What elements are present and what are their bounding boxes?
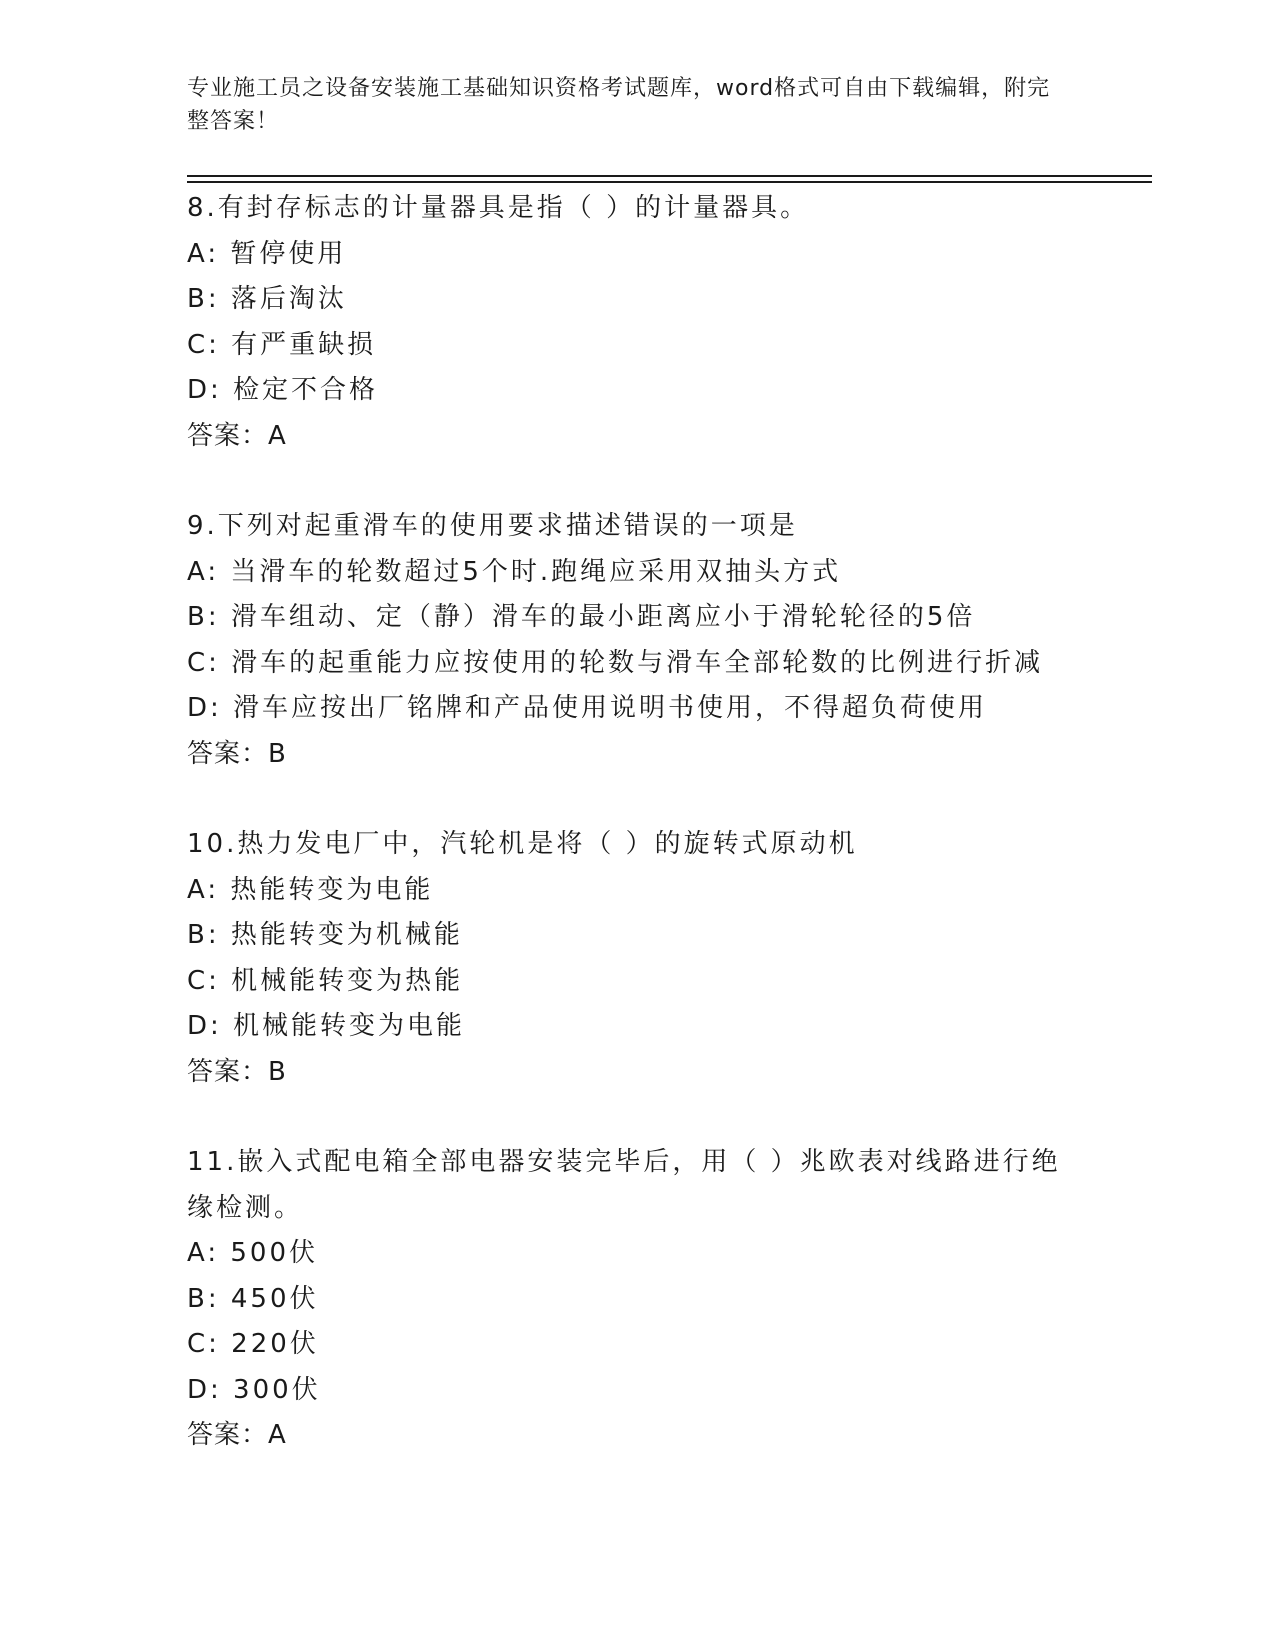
option-b: B: 热能转变为机械能 <box>187 920 463 950</box>
question-list <box>187 186 1087 1504</box>
header-divider-bottom <box>187 181 1152 183</box>
option-c: C: 220伏 <box>187 1329 319 1359</box>
option-a: A: 暂停使用 <box>187 238 347 269</box>
question-text: 10.热力发电厂中，汽轮机是将（ ）的旋转式原动机 <box>187 829 858 859</box>
header-divider-top <box>187 175 1152 177</box>
question-item <box>187 1140 1087 1459</box>
option-d: D: 滑车应按出厂铭牌和产品使用说明书使用，不得超负荷使用 <box>187 693 988 723</box>
question-item <box>187 504 1087 777</box>
option-c: C: 有严重缺损 <box>187 329 377 360</box>
question-text: 8.有封存标志的计量器具是指（ ）的计量器具。 <box>187 193 810 223</box>
option-b: B: 滑车组动、定（静）滑车的最小距离应小于滑轮轮径的5倍 <box>187 602 976 632</box>
answer-text: 答案：A <box>187 420 287 451</box>
question-text: 9.下列对起重滑车的使用要求描述错误的一项是 <box>187 511 798 541</box>
question-item <box>187 822 1087 1095</box>
option-a: A: 热能转变为电能 <box>187 874 434 905</box>
document-header: 专业施工员之设备安装施工基础知识资格考试题库，word格式可自由下载编辑，附完整答案！ <box>187 76 1051 134</box>
option-d: D: 300伏 <box>187 1374 321 1405</box>
option-a: A: 500伏 <box>187 1238 318 1268</box>
option-b: B: 450伏 <box>187 1283 319 1314</box>
question-item <box>187 186 1087 459</box>
option-b: B: 落后淘汰 <box>187 284 347 314</box>
option-c: C: 滑车的起重能力应按使用的轮数与滑车全部轮数的比例进行折减 <box>187 647 1044 678</box>
option-d: D: 检定不合格 <box>187 375 379 405</box>
option-d: D: 机械能转变为电能 <box>187 1011 466 1041</box>
answer-text: 答案：B <box>187 1056 287 1087</box>
option-a: A: 当滑车的轮数超过5个时.跑绳应采用双抽头方式 <box>187 556 842 587</box>
question-text: 11.嵌入式配电箱全部电器安装完毕后，用（ ）兆欧表对线路进行绝缘检测。 <box>187 1147 1061 1223</box>
answer-text: 答案：B <box>187 738 287 769</box>
option-c: C: 机械能转变为热能 <box>187 965 464 996</box>
answer-text: 答案：A <box>187 1420 287 1450</box>
